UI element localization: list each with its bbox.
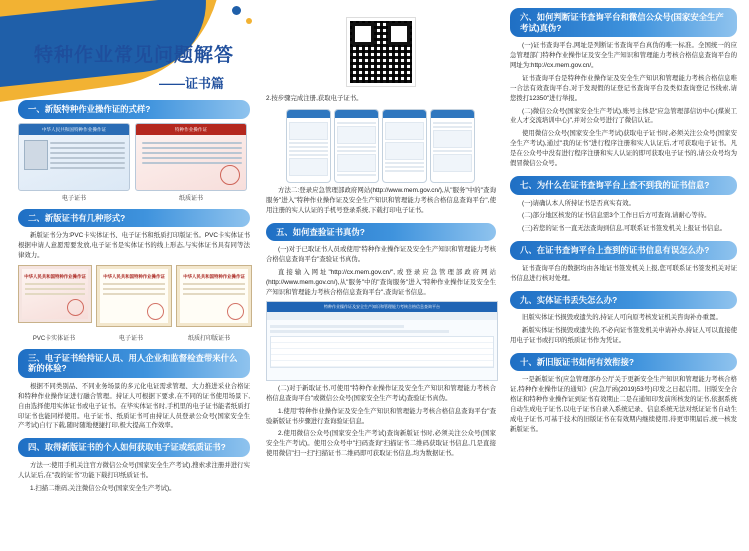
question-5-body-2: 直接输入网址"http://cx.mem.gov.cn/",或登录应急管理部政府网站(http://www.mem.gov.cn/),从"服务"中的"查询服务"进入"特种作业操作证及安全生产知识和管理能力考核合格信息查询平台",查询证书信息。	[266, 269, 496, 296]
caption-electronic-2: 电子证书	[118, 335, 143, 342]
question-6-body-4: 使用微信公众号(国家安全生产考试)获取电子证书时,必须关注公众号(国家安全生产考试),通过"我的证书"进行程序注册和实人认证后,才可获取电子证书。凡是在公众号中没有进行程序注册和实人认证的即可获取电子证书的,请公众号均为假冒微信公众号。	[509, 130, 737, 168]
q2-captions	[18, 331, 250, 342]
card-back-mock	[135, 123, 247, 191]
question-4-heading: 四、取得新版证书的个人如何获取电子证或纸质证书?	[18, 438, 250, 457]
card-text-lines	[142, 142, 242, 167]
page-title: 特种作业常见问题解答	[33, 45, 234, 66]
webshot-table	[270, 336, 494, 368]
q1-image-row	[18, 123, 250, 202]
pvc-card-sample	[18, 265, 92, 327]
question-5-body-1: (一)对于已取证书人员或使用"特种作业操作证及安全生产知识和管理能力考核合格信息查询平台"查验证书真伪。	[266, 246, 496, 264]
printed-cert-sample	[176, 265, 252, 327]
seal-icon	[147, 303, 164, 320]
column-right	[504, 0, 741, 551]
caption-pvc: PVC卡实体证书	[32, 335, 76, 342]
electronic-certificate-sample	[18, 123, 130, 202]
electronic-cert-mock: 中华人民共和国特种作业操作证	[96, 265, 172, 327]
question-7-body-2: (二)部分地区核发的证书信息需3个工作日后方可查询,请耐心等待。	[521, 212, 711, 220]
card-front-title: 中华人民共和国特种作业操作证	[19, 124, 129, 135]
question-8-body: 证书查询平台的数据均由各地证书签发机关上报,您可联系证书签发机关对证书信息进行核对处理。	[509, 264, 737, 282]
app-screenshots-row	[266, 109, 496, 183]
question-7-body-1: (一)请确认本人所持证书是否真实有效。	[521, 199, 635, 207]
caption-paper: 纸质证书	[178, 195, 203, 202]
question-5-body-5: 2.使用微信公众号(国家安全生产考试)查询新版证书时,必须关注公众号(国家安全生产考试)。使用公众号中"扫码查询"扫描证书二维码获取证书信息,几是直接使用微信"扫一扫"扫描证书二维码即可获取证书信息,均为数据证书。	[266, 430, 496, 458]
qr-code-wrapper	[266, 18, 496, 86]
question-5-body-4: 1.使用"特种作业操作证及安全生产知识和管理能力考核合格信息查询平台"查验新版证书步骤进行查询验证信息。	[266, 407, 496, 425]
webshot-title: 特种作业操作证及安全生产知识和管理能力考核合格信息查询平台	[267, 302, 497, 312]
page-subtitle: ——证书篇	[158, 76, 224, 91]
q2-image-row	[18, 265, 250, 327]
wechat-qr-code-icon	[347, 18, 415, 86]
question-4-body-1: 方法一:使用手机关注官方微信公众号(国家安全生产考试),搜索求注册并进行实人认证后,在"我的证书"功能下载打印纸质证书。	[18, 461, 250, 479]
card-text-lines	[50, 142, 125, 172]
question-6-body-2: 证书查询平台是特种作业操作证及安全生产知识和管理能力考核合格信息唯一合法有效查询平台,对于发现假的证登记书查询平台及类似查询登记书线索,请您拨打12350"进行举报。	[509, 74, 737, 102]
method-2-text: 方法二:登录应急管理部政府网站(http://www.mem.gov.cn/),从"服务"中的"查询服务"进入"特种作业操作证及安全生产知识和管理能力考核合格信息查询平台",使用注册的实人认证的手机号登录系统,下载打印电子证书。	[266, 186, 496, 214]
phone-screenshot	[382, 109, 427, 183]
photo-placeholder	[24, 140, 48, 170]
question-3-body: 根据不同类别品、不同业务场景的多元化电证需求管理、大力推进采业合格证和特种作业操作证进行融合管理。持证人可根据下要求,在不同的证书使用场景下,自由选择使用实体证书或电子证书。在毕实体证书时,手机里的电子证书能者纸质打印证书也能同样使用。电子证书、纸质证书可由持证人员登录公众号(国家安全生产考试)自行下载,随时随地便捷打印,极大提高工作效率。	[18, 382, 250, 430]
question-2-heading: 二、新版证书有几种形式?	[18, 209, 250, 228]
electronic-cert-sample-2	[96, 265, 172, 327]
phone-screenshot	[430, 109, 475, 183]
printed-cert-mock: 中华人民共和国特种作业操作证	[176, 265, 252, 327]
seal-icon	[227, 303, 244, 320]
question-9-body-2: 新版实体证书损毁或遗失的,不必向证书签发机关申请补办,持证人可以直接使用电子证书或打印的纸质证书作为凭证。	[509, 327, 737, 345]
question-5-heading: 五、如何查验证书真伪?	[266, 223, 496, 242]
pvc-card-mock: 中华人民共和国特种作业操作证	[18, 265, 92, 323]
seal-icon	[67, 299, 84, 316]
qr-caption: 2.按步骤完成注册,获取电子证书。	[266, 95, 363, 102]
seal-icon	[220, 165, 240, 185]
question-10-body: 一是新版证书(应急管理部办公厅关于更新安全生产知识和管理能力考核合格证,特种作业操作证的通知》(应急厅函(2019)53号)印发之日起启用。旧版安全合格证和特种作业操作证到证书有效期止二是在通知印发前所核发的证书,依据系统自动生成电子证书,以电子证书自录入系统记录、信息系统无法对纸证证书自动生成电子证书,可基于技术的旧版证书在有效期内继续使用,待更审期届后,统一核发新版证书。	[509, 376, 737, 434]
column-middle	[258, 0, 504, 551]
phone-screenshot	[286, 109, 331, 183]
question-6-heading: 六、如何判断证书查询平台和微信公众号(国家安全生产考试)真伪?	[510, 8, 737, 37]
caption-electronic: 电子证书	[61, 195, 86, 202]
question-7-heading: 七、为什么在证书查询平台上查不到我的证书信息?	[510, 176, 737, 195]
card-front-mock	[18, 123, 130, 191]
query-platform-screenshot	[266, 301, 498, 381]
question-9-body-1: 旧版实体证书损毁或遗失的,持证人可向原考核发证机关咨询补办重置。	[521, 314, 722, 322]
question-6-body-1: (一)证书查询平台,网址是列断证书查询平台真伪的唯一标准。全国统一的应急管理部门特种作业操作证及安全生产知识和管理能力考核合格信息查询平台的网址为:http://cx.mem.gov.cn/。	[509, 42, 737, 69]
question-9-heading: 九、实体证书丢失怎么办?	[510, 291, 737, 310]
question-7-body-3: (三)若您的证书一直无法查询到信息,可联系证书签发机关上报证书信息。	[521, 225, 727, 233]
question-4-body-2: 1.扫描二维码,关注微信公众号(国家安全生产考试)。	[30, 484, 176, 492]
question-5-body-3: (二)对于新取证书,可使用"特种作业操作证及安全生产知识和管理能力考核合格信息查询平台"或微信公众号(国家安全生产考试)查验证书真伪。	[266, 384, 496, 402]
question-8-heading: 八、在证书查询平台上查到的证书信息有误怎么办?	[510, 241, 737, 260]
phone-screenshot	[334, 109, 379, 183]
column-left	[8, 0, 258, 551]
card-back-title: 特种作业操作证	[136, 124, 246, 135]
question-10-heading: 十、新旧版证书如何有效衔接?	[510, 353, 737, 372]
question-6-body-3: (二)微信公众号(国家安全生产考试),账号主体是"应急管理部信访中心(煤炭工业人才交流培训中心)",并对公众号进行了微信认证。	[509, 107, 737, 125]
paper-certificate-sample	[135, 123, 247, 202]
question-2-body: 新版证书分为:PVC卡实体证书、电子证书和纸质打印版证书。PVC卡实体证书根据申请人意愿需要发放,电子证书是实体证书的线上形态,与实体证书具有同等法律效力。	[18, 232, 250, 259]
caption-printed: 纸质打印版证书	[187, 335, 230, 342]
question-1-heading: 一、新版特种作业操作证的式样?	[18, 100, 250, 119]
question-3-heading: 三、电子证书给持证人员、用人企业和监督检查带来什么新的体验?	[18, 349, 250, 378]
